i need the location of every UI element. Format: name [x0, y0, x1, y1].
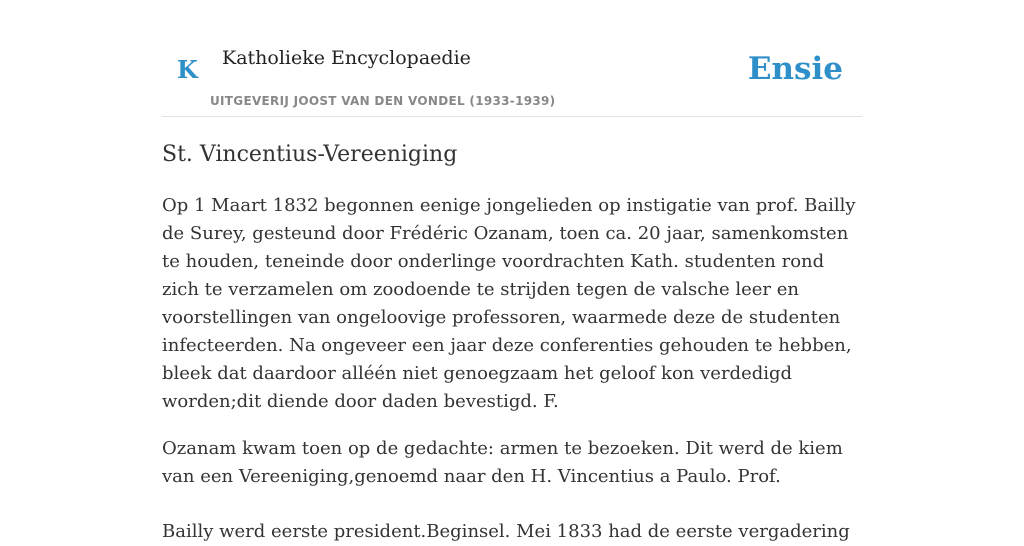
article-paragraph: Op 1 Maart 1832 begonnen eenige jongelieden op instigatie van prof. Bailly de Surey, gesteund door Frédéric Ozanam, toen ca. 20 jaar, samenkomsten te houden, teneinde door onderlinge voordrachten Kath. studenten rond zich te verzamelen om zoodoende te strijden tegen de valsche leer en voorstellingen van ongeloovige professoren, waarmede deze de studenten infecteerden. Na ongeveer een jaar deze conferenties gehouden te hebben, bleek dat daardoor alléén niet genoegzaam het geloof kon verdedigd worden;dit diende door daden bevestigd. F.: [162, 195, 856, 412]
logo-icon[interactable]: K: [177, 55, 198, 84]
site-header: [162, 0, 862, 117]
article-paragraph: Bailly werd eerste president.Beginsel. Mei 1833 had de eerste vergadering: [162, 521, 850, 542]
article-title: St. Vincentius-Vereeniging: [162, 142, 458, 167]
encyclopedia-title[interactable]: Katholieke Encyclopaedie: [222, 47, 471, 69]
publisher-subtitle: UITGEVERIJ JOOST VAN DEN VONDEL (1933-1939): [210, 94, 556, 108]
article-body: [162, 192, 862, 546]
ensie-brand-logo[interactable]: Ensie: [747, 51, 843, 87]
article-paragraph: Ozanam kwam toen op de gedachte: armen te bezoeken. Dit werd de kiem van een Vereeniging,genoemd naar den H. Vincentius a Paulo. Prof.: [162, 438, 843, 487]
